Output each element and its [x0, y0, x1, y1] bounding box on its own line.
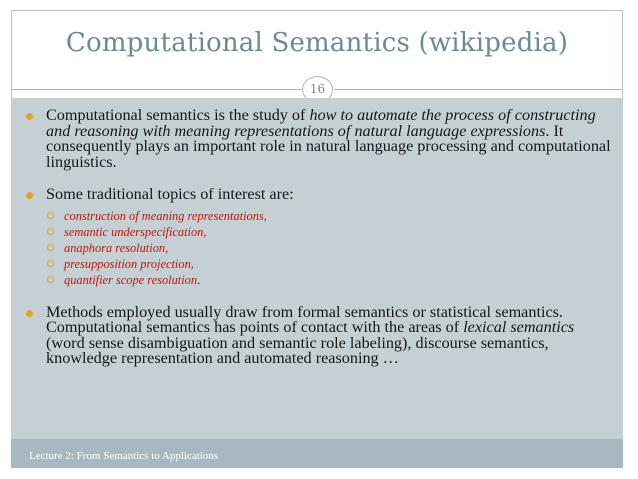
bullet-methods — [23, 302, 611, 367]
content-panel — [11, 98, 623, 439]
bullet-methods-emphasis: lexical semantics — [463, 318, 575, 336]
page-number-badge: 16 — [302, 76, 333, 103]
ring-bullet-icon — [47, 244, 54, 251]
title-rule-right — [334, 89, 623, 90]
bullet-list — [23, 104, 611, 367]
bullet-methods-rest: (word sense disambiguation and semantic role labeling), discourse semantics, knowledge representation and automated reasoning … — [46, 333, 549, 367]
title-rule-left — [11, 89, 302, 90]
ring-bullet-icon — [47, 228, 54, 235]
bullet-dot-icon — [26, 310, 33, 317]
sublist-item: presupposition projection, — [47, 256, 611, 272]
ring-bullet-icon — [47, 276, 54, 283]
ring-bullet-icon — [47, 260, 54, 267]
sublist-item: construction of meaning representations, — [47, 208, 611, 224]
topics-sublist — [23, 208, 611, 288]
bullet-definition-rest: . It consequently plays an important role in natural language processing and computational linguistics. — [46, 121, 611, 171]
footer-text: Lecture 2: From Semantics to Applications — [29, 450, 219, 462]
ring-bullet-icon — [47, 212, 54, 219]
sublist-item-period: . — [197, 272, 201, 287]
slide-title: Computational Semantics (wikipedia) — [65, 28, 569, 58]
sublist-item: semantic underspecification, — [47, 224, 611, 240]
bullet-definition-intro: Computational semantics is the study of — [46, 106, 310, 124]
bullet-definition — [23, 108, 611, 170]
bullet-definition-emphasis: how to automate the process of constructing and reasoning with meaning representations of natural language expressions — [46, 106, 596, 140]
bullet-dot-icon — [26, 113, 33, 120]
sublist-item: anaphora resolution, — [47, 240, 611, 256]
sublist-item: quantifier scope resolution. — [47, 272, 611, 288]
bullet-dot-icon — [26, 192, 33, 199]
bullet-methods-intro: Methods employed usually draw from formal semantics or statistical semantics. Computational semantics has points of contact with the areas of — [46, 302, 563, 336]
bullet-topics-text: Some traditional topics of interest are: — [46, 185, 294, 203]
bullet-topics — [23, 187, 611, 203]
footer-bar — [11, 439, 623, 468]
